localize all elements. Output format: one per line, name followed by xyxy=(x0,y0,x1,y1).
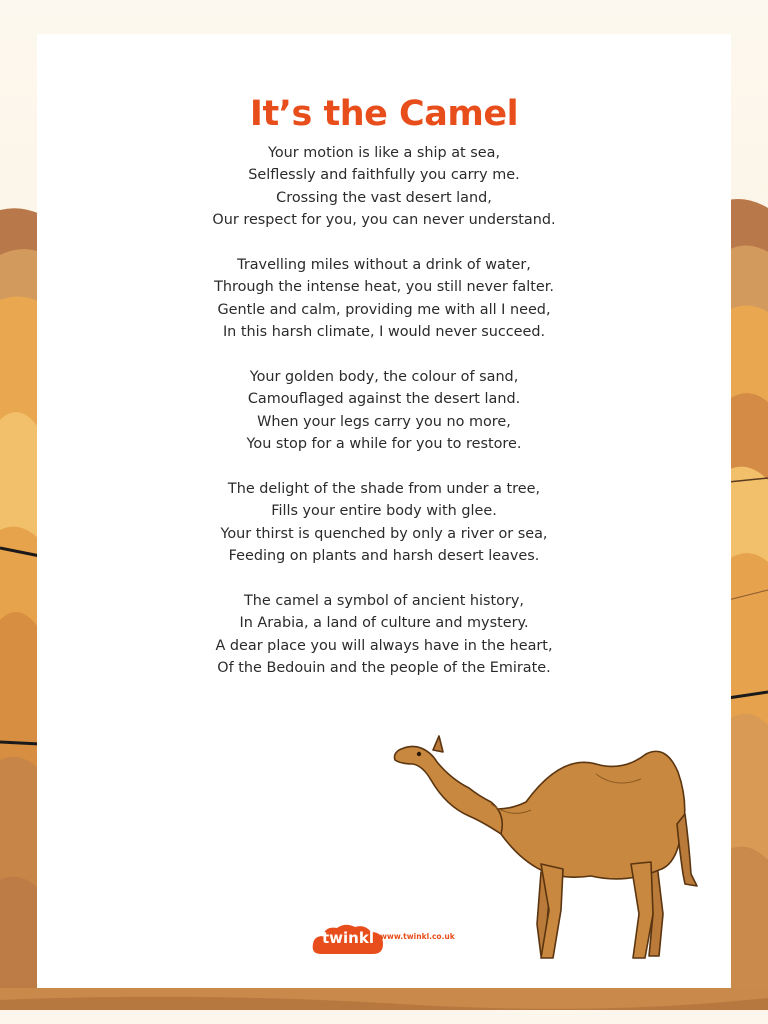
poem-line: Gentle and calm, providing me with all I need, xyxy=(217,301,551,318)
poem-line: Feeding on plants and harsh desert leaves. xyxy=(228,548,540,565)
poem-line: Your thirst is quenched by only a river or sea, xyxy=(220,525,548,542)
poem-line: Crossing the vast desert land, xyxy=(276,189,492,206)
camel-icon xyxy=(391,724,701,964)
poem-line: Fills your entire body with glee. xyxy=(271,503,497,520)
poem-line: The camel a symbol of ancient history, xyxy=(243,593,524,610)
stanza-4 xyxy=(37,478,731,568)
poem-line: A dear place you will always have in the heart, xyxy=(215,637,553,654)
poem-line: Through the intense heat, you still never falter. xyxy=(214,279,554,296)
poem-page xyxy=(37,34,731,988)
stanza-3 xyxy=(37,366,731,456)
stanza-1 xyxy=(37,142,731,232)
logo-text: twinkl xyxy=(322,929,374,947)
poem-line: When your legs carry you no more, xyxy=(257,413,511,430)
poem-title: It’s the Camel xyxy=(249,94,519,134)
website-url[interactable]: www.twinkl.co.uk xyxy=(380,932,455,941)
poem-line: Of the Bedouin and the people of the Emirate. xyxy=(217,660,551,677)
poem-line: In this harsh climate, I would never succeed. xyxy=(222,324,546,341)
poem-line: Our respect for you, you can never understand. xyxy=(212,212,556,229)
poem-line: Travelling miles without a drink of water, xyxy=(237,257,531,274)
twinkl-logo[interactable] xyxy=(311,922,385,958)
poem-body xyxy=(37,142,731,702)
poem-line: Your motion is like a ship at sea, xyxy=(267,145,501,161)
poem-line: In Arabia, a land of culture and mystery. xyxy=(239,615,529,632)
poem-line: You stop for a while for you to restore. xyxy=(246,436,522,453)
poem-line: Your golden body, the colour of sand, xyxy=(249,369,519,386)
poem-line: The delight of the shade from under a tree, xyxy=(227,481,541,498)
stanza-2 xyxy=(37,254,731,344)
poem-line: Selflessly and faithfully you carry me. xyxy=(248,167,520,184)
stanza-5 xyxy=(37,590,731,680)
poem-line: Camouflaged against the desert land. xyxy=(247,391,521,408)
